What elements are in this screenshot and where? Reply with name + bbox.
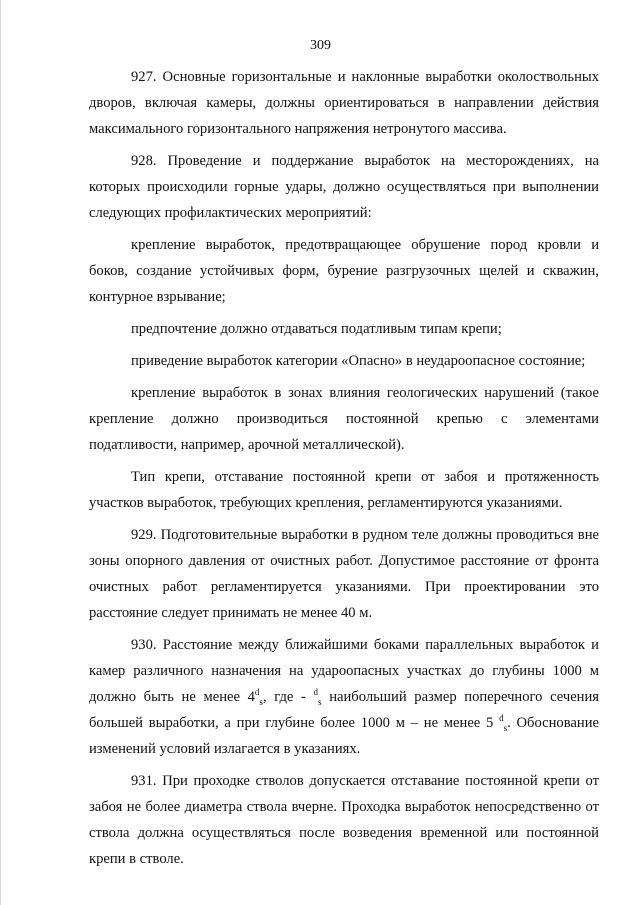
p930-sup-2: d (313, 687, 319, 698)
paragraph-929: 929. Подготовительные выработки в рудном теле должны проводиться вне зоны опорного давления от очистных работ. Допустимое расстояние от фронта очистных работ регламентируется указаниями. При проектировании это расстояние следует принимать не менее 40 м. (89, 527, 599, 621)
paragraph-928-item-preference: предпочтение должно отдаваться податливым типам крепи; (131, 321, 502, 337)
paragraph-927: 927. Основные горизонтальные и наклонные выработки околоствольных дворов, включая камеры, должны ориентироваться в направлении действия максимального горизонтального напряжения нетронутого массива. (89, 69, 599, 137)
document-body (89, 64, 599, 878)
paragraph-928-item-fastening: крепление выработок, предотвращающее обрушение пород кровли и боков, создание устойчивых форм, бурение разгрузочных щелей и скважин, контурное взрывание; (89, 237, 599, 305)
p930-text-a: 930. Расстояние между ближайшими боками параллельных выработок и камер различного назначения на удароопасных участках до глубины 1000 м должно быть не менее 4 (89, 637, 599, 705)
p930-sub-1: s (259, 696, 263, 707)
paragraph-support-type: Тип крепи, отставание постоянной крепи от забоя и протяженность участков выработок, требующих крепления, регламентируются указаниями. (89, 469, 599, 511)
page-number: 309 (310, 38, 331, 53)
p930-sup-1: d (254, 687, 260, 698)
paragraph-930 (89, 632, 599, 762)
paragraph-931: 931. При проходке стволов допускается отставание постоянной крепи от забоя не более диаметра ствола вчерне. Проходка выработок непосредственно от ствола должна осуществляться после возведения временной или постоянной крепи в стволе. (89, 773, 599, 867)
paragraph-928: 928. Проведение и поддержание выработок на месторождениях, на которых происходили горные удары, должно осуществляться при выполнении следующих профилактических мероприятий: (89, 153, 599, 221)
paragraph-928-item-geological-zones: крепление выработок в зонах влияния геологических нарушений (такое крепление должно производиться постоянной крепью с элементами податливости, например, арочной металлической). (89, 385, 599, 453)
p930-text-b: , где - (262, 689, 314, 705)
p930-sup-3: d (499, 713, 504, 724)
paragraph-928-item-safe-state: приведение выработок категории «Опасно» в неудароопасное состояние; (131, 353, 586, 369)
p930-text-c: наибольший размер поперечного сечения большей выработки, а при глубине более 1000 м – не менее 5 (89, 689, 599, 731)
p930-sub-3: s (503, 722, 508, 733)
p930-text-d: . Обоснование изменений условий излагается в указаниях. (89, 715, 599, 757)
p930-sub-2: s (318, 696, 322, 707)
